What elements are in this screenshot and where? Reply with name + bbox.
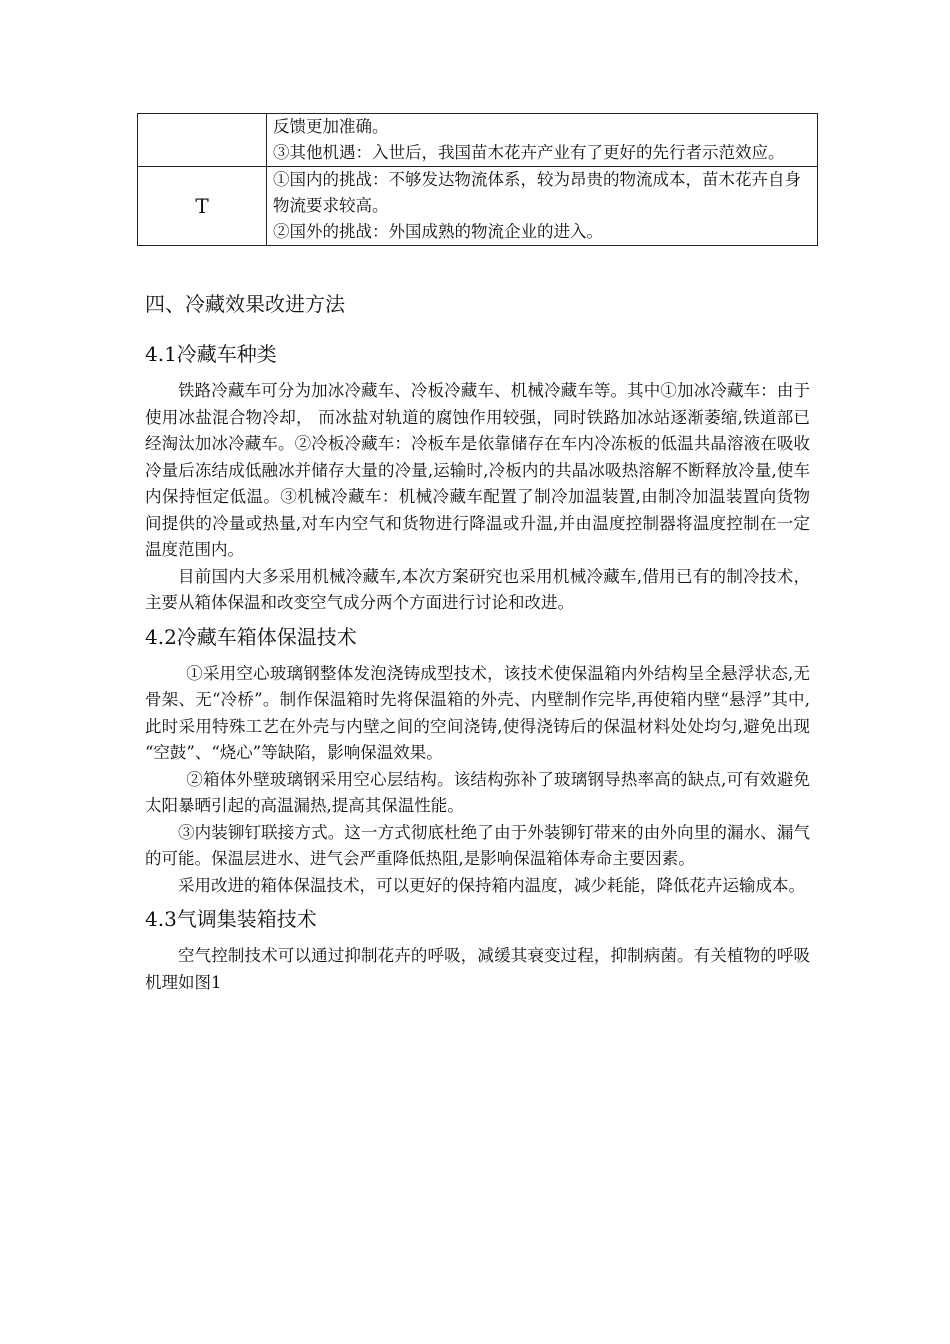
table-row-content — [267, 167, 818, 246]
subsection-heading: 4.3气调集装箱技术 — [145, 907, 317, 931]
table-cell-line: ③其他机遇：入世后，我国苗木花卉产业有了更好的先行者示范效应。 — [273, 143, 785, 162]
paragraph: 采用改进的箱体保温技术，可以更好的保持箱内温度，减少耗能，降低花卉运输成本。 — [178, 875, 805, 895]
paragraph: 空气控制技术可以通过抑制花卉的呼吸，减缓其衰变过程，抑制病菌。有关植物的呼吸机理如图1 — [145, 946, 810, 992]
subsection-heading: 4.1冷藏车种类 — [145, 342, 277, 366]
paragraph: ②箱体外壁玻璃钢采用空心层结构。该结构弥补了玻璃钢导热率高的缺点,可有效避免太阳暴晒引起的高温漏热,提高其保温性能。 — [145, 769, 810, 815]
table-row — [138, 114, 818, 167]
document-body — [145, 290, 810, 996]
paragraph: ③内装铆钉联接方式。这一方式彻底杜绝了由于外装铆钉带来的由外向里的漏水、漏气的可能。保温层进水、进气会严重降低热阻,是影响保温箱体寿命主要因素。 — [145, 822, 810, 868]
paragraph: 目前国内大多采用机械冷藏车,本次方案研究也采用机械冷藏车,借用已有的制冷技术，主要从箱体保温和改变空气成分两个方面进行讨论和改进。 — [145, 566, 810, 612]
paragraph: 铁路冷藏车可分为加冰冷藏车、冷板冷藏车、机械冷藏车等。其中①加冰冷藏车：由于使用冰盐混合物冷却， 而冰盐对轨道的腐蚀作用较强，同时铁路加冰站逐渐萎缩,铁道部已经淘汰加冰冷藏车。②冷板冷藏车：冷板车是依靠储存在车内冷冻板的低温共晶溶液在吸收冷量后冻结成低融冰并储存大量的冷量,运输时,冷板内的共晶冰吸热溶解不断释放冷量,使车内保持恒定低温。③机械冷藏车：机械冷藏车配置了制冷加温装置,由制冷加温装置向货物间提供的冷量或热量,对车内空气和货物进行降温或升温,并由温度控制器将温度控制在一定温度范围内。 — [145, 381, 810, 559]
subsection-heading: 4.2冷藏车箱体保温技术 — [145, 624, 357, 649]
table-row-content — [267, 114, 818, 167]
swot-table — [137, 113, 818, 246]
table-cell-line: ①国内的挑战：不够发达物流体系，较为昂贵的物流成本，苗木花卉自身物流要求较高。 — [273, 170, 801, 215]
table-row-label: T — [138, 167, 267, 246]
table-cell-line: ②国外的挑战：外国成熟的物流企业的进入。 — [273, 222, 603, 241]
table-row — [138, 167, 818, 246]
table-row-label — [138, 114, 267, 167]
table-cell-line: 反馈更加准确。 — [273, 117, 389, 136]
section-heading: 四、冷藏效果改进方法 — [145, 292, 345, 316]
paragraph: ①采用空心玻璃钢整体发泡浇铸成型技术，该技术使保温箱内外结构呈全悬浮状态,无骨架、无“冷桥”。制作保温箱时先将保温箱的外壳、内壁制作完毕,再使箱内壁“悬浮”其中,此时采用特殊工艺在外壳与内壁之间的空间浇铸,使得浇铸后的保温材料处处均匀,避免出现 “空鼓”、“烧心”等缺陷，影响保温效果。 — [145, 663, 810, 762]
